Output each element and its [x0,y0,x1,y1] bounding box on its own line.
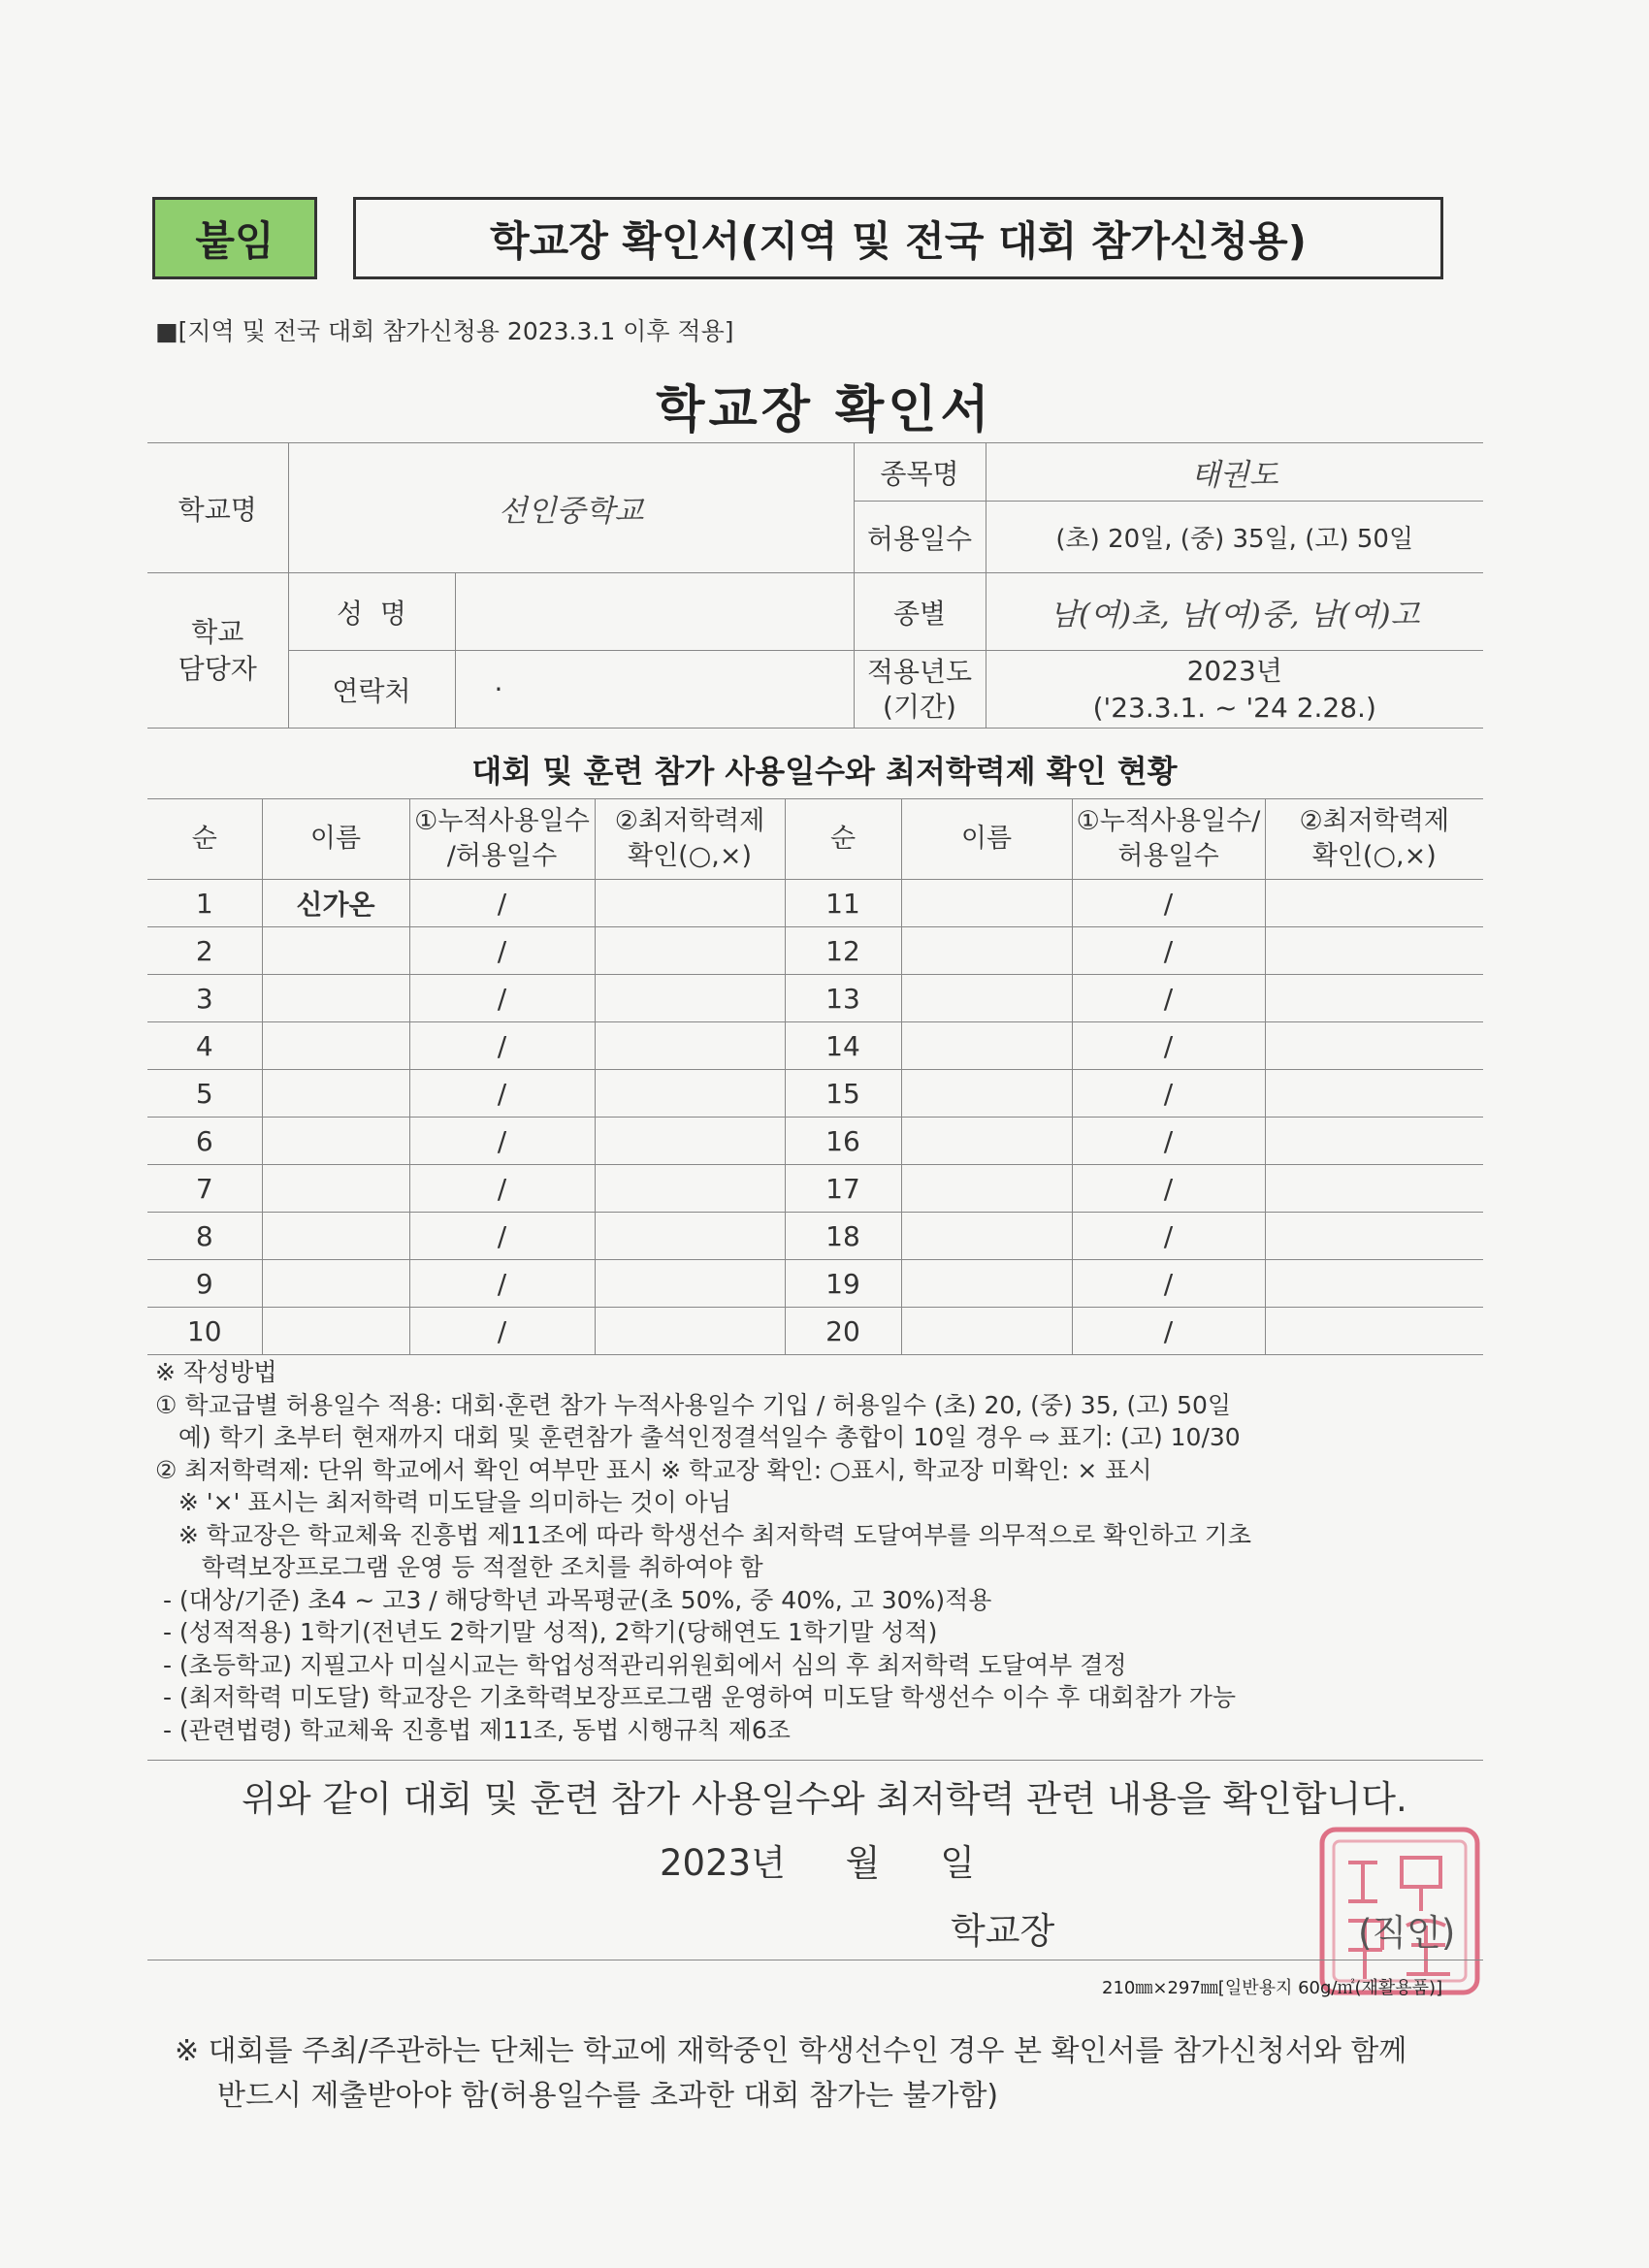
date-year: 2023년 [660,1842,786,1884]
row-check-left [595,1022,785,1070]
col-days-right: ①누적사용일수/ 허용일수 [1072,799,1265,880]
row-check-left [595,1260,785,1308]
row-check-right [1265,1260,1483,1308]
row-name-right [901,1213,1072,1260]
col-name-left: 이름 [262,799,409,880]
row-no-left: 5 [147,1070,262,1118]
row-check-right [1265,1213,1483,1260]
manager-name-value [455,573,854,651]
submission-note-line-1: ※ 대회를 주최/주관하는 단체는 학교에 재학중인 학생선수인 경우 본 확인서를 참가신청서와 함께 [175,2034,1407,2068]
manager-name-label: 성 명 [288,573,455,651]
row-check-right [1265,1165,1483,1213]
row-name-left [262,1118,409,1165]
confirmation-statement: 위와 같이 대회 및 훈련 참가 사용일수와 최저학력 관련 내용을 확인합니다. [242,1778,1407,1820]
row-days-left: / [409,1070,595,1118]
status-section-title: 대회 및 훈련 참가 사용일수와 최저학력제 확인 현황 [471,753,1178,790]
row-name-left [262,1165,409,1213]
year-label: 적용년도 (기간) [854,651,986,729]
row-check-right [1265,880,1483,927]
row-no-right: 20 [785,1308,901,1355]
form-subheading: ■[지역 및 전국 대회 참가신청용 2023.3.1 이후 적용] [155,317,734,345]
row-days-left: / [409,1022,595,1070]
instruction-line: 학력보장프로그램 운영 등 적절한 조치를 취하여야 함 [155,1553,763,1581]
instruction-line: ① 학교급별 허용일수 적용: 대회·훈련 참가 누적사용일수 기입 / 허용일수 (초) 20, (중) 35, (고) 50일 [155,1390,1232,1419]
row-name-right [901,975,1072,1022]
row-no-right: 19 [785,1260,901,1308]
row-name-right [901,1118,1072,1165]
row-check-left [595,1308,785,1355]
allowed-days-label: 허용일수 [854,502,986,573]
row-name-right [901,1165,1072,1213]
row-days-right: / [1072,975,1265,1022]
row-check-right [1265,1118,1483,1165]
table-row [147,1070,1483,1118]
row-no-right: 16 [785,1118,901,1165]
instruction-line: - (성적적용) 1학기(전년도 2학기말 성적), 2학기(당해연도 1학기말 성적) [155,1618,938,1646]
row-name-left: 신가온 [262,880,409,927]
date-line [660,1833,975,1886]
event-label: 종목명 [854,443,986,502]
row-no-left: 4 [147,1022,262,1070]
submission-note-line-2: 반드시 제출받아야 함(허용일수를 초과한 대회 참가는 불가함) [217,2079,999,2113]
row-name-left [262,1308,409,1355]
row-no-left: 10 [147,1308,262,1355]
instruction-line: ※ '×' 표시는 최저학력 미도달을 의미하는 것이 아님 [155,1488,731,1516]
row-no-left: 2 [147,927,262,975]
table-row [147,1308,1483,1355]
row-no-right: 13 [785,975,901,1022]
manager-contact-value: · [455,651,854,729]
row-days-left: / [409,1260,595,1308]
row-no-right: 18 [785,1213,901,1260]
row-check-left [595,927,785,975]
principal-label: 학교장 [951,1910,1055,1952]
table-row [147,1118,1483,1165]
instruction-line: - (최저학력 미도달) 학교장은 기초학력보장프로그램 운영하여 미도달 학생선수 이수 후 대회참가 가능 [155,1683,1237,1711]
row-no-left: 7 [147,1165,262,1213]
row-no-right: 11 [785,880,901,927]
row-name-right [901,1022,1072,1070]
row-check-left [595,880,785,927]
row-no-left: 8 [147,1213,262,1260]
instruction-line: - (관련법령) 학교체육 진흥법 제11조, 동법 시행규칙 제6조 [155,1715,791,1744]
instruction-line: ※ 학교장은 학교체육 진흥법 제11조에 따라 학생선수 최저학력 도달여부를 의무적으로 확인하고 기초 [155,1520,1252,1549]
official-seal-label: (직인) [1358,1912,1456,1954]
row-name-left [262,975,409,1022]
row-days-right: / [1072,1070,1265,1118]
row-days-right: / [1072,1022,1265,1070]
year-period: ('23.3.1. ~ '24 2.28.) [1092,691,1376,724]
row-name-right [901,1308,1072,1355]
col-name-right: 이름 [901,799,1072,880]
row-days-left: / [409,1308,595,1355]
instruction-line: 예) 학기 초부터 현재까지 대회 및 훈련참가 출석인정결석일수 총합이 10일 경우 ⇨ 표기: (고) 10/30 [155,1423,1241,1451]
table-row [147,975,1483,1022]
row-days-right: / [1072,1118,1265,1165]
school-info-table [147,442,1483,729]
row-name-right [901,880,1072,927]
row-check-right [1265,1022,1483,1070]
school-name-value: 선인중학교 [288,443,854,573]
row-check-left [595,975,785,1022]
instructions [155,1356,1513,1746]
row-no-right: 15 [785,1070,901,1118]
row-days-left: / [409,1118,595,1165]
row-check-right [1265,975,1483,1022]
col-check-right: ②최저학력제 확인(○,×) [1265,799,1483,880]
document-title: 학교장 확인서 [656,381,993,439]
row-no-left: 1 [147,880,262,927]
manager-contact-label: 연락처 [288,651,455,729]
row-days-left: / [409,1213,595,1260]
row-check-right [1265,1070,1483,1118]
form-header-title: 학교장 확인서(지역 및 전국 대회 참가신청용) [353,197,1443,279]
row-no-left: 3 [147,975,262,1022]
row-days-left: / [409,880,595,927]
table-row [147,1213,1483,1260]
row-check-right [1265,927,1483,975]
col-no-right: 순 [785,799,901,880]
year-value: 2023년 [1186,654,1282,687]
table-row [147,927,1483,975]
row-name-left [262,1213,409,1260]
row-days-right: / [1072,880,1265,927]
col-check-left: ②최저학력제 확인(○,×) [595,799,785,880]
attachment-tag: 붙임 [152,197,317,279]
submission-note [175,2029,1494,2119]
row-check-left [595,1165,785,1213]
row-days-left: / [409,1165,595,1213]
row-no-right: 12 [785,927,901,975]
row-days-right: / [1072,1308,1265,1355]
row-name-left [262,1070,409,1118]
allowed-days-value: (초) 20일, (중) 35일, (고) 50일 [986,502,1483,573]
row-check-left [595,1213,785,1260]
instruction-line: ※ 작성방법 [155,1358,277,1386]
row-name-right [901,1260,1072,1308]
col-days-left: ①누적사용일수 /허용일수 [409,799,595,880]
row-name-right [901,927,1072,975]
row-name-left [262,927,409,975]
table-row [147,1260,1483,1308]
row-days-right: / [1072,1165,1265,1213]
row-days-left: / [409,975,595,1022]
row-name-left [262,1022,409,1070]
row-no-left: 6 [147,1118,262,1165]
school-name-label: 학교명 [147,443,288,573]
date-month: 월 [845,1842,881,1884]
col-no-left: 순 [147,799,262,880]
instruction-line: ② 최저학력제: 단위 학교에서 확인 여부만 표시 ※ 학교장 확인: ○표시, 학교장 미확인: × 표시 [155,1455,1152,1484]
date-day: 일 [940,1842,975,1884]
row-name-left [262,1260,409,1308]
row-name-right [901,1070,1072,1118]
row-check-left [595,1070,785,1118]
row-days-right: / [1072,1260,1265,1308]
manager-label: 학교 담당자 [147,573,288,729]
row-no-left: 9 [147,1260,262,1308]
row-no-right: 17 [785,1165,901,1213]
table-row [147,1022,1483,1070]
participation-table [147,798,1483,1355]
year-cell [986,651,1483,729]
instruction-line: - (초등학교) 지필고사 미실시교는 학업성적관리위원회에서 심의 후 최저학력 도달여부 결정 [155,1650,1127,1679]
divider-top [147,1760,1483,1761]
table-row [147,1165,1483,1213]
row-days-right: / [1072,927,1265,975]
row-no-right: 14 [785,1022,901,1070]
row-check-left [595,1118,785,1165]
row-days-right: / [1072,1213,1265,1260]
gender-value: 남(여)초, 남(여)중, 남(여)고 [986,573,1483,651]
event-value: 태권도 [986,443,1483,502]
row-days-left: / [409,927,595,975]
paper-spec: 210㎜×297㎜[일반용지 60g/㎡(재활용품)] [1102,1978,1443,1998]
table-row [147,880,1483,927]
gender-label: 종별 [854,573,986,651]
instruction-line: - (대상/기준) 초4 ~ 고3 / 해당학년 과목평균(초 50%, 중 40%, 고 30%)적용 [155,1585,992,1614]
row-check-right [1265,1308,1483,1355]
